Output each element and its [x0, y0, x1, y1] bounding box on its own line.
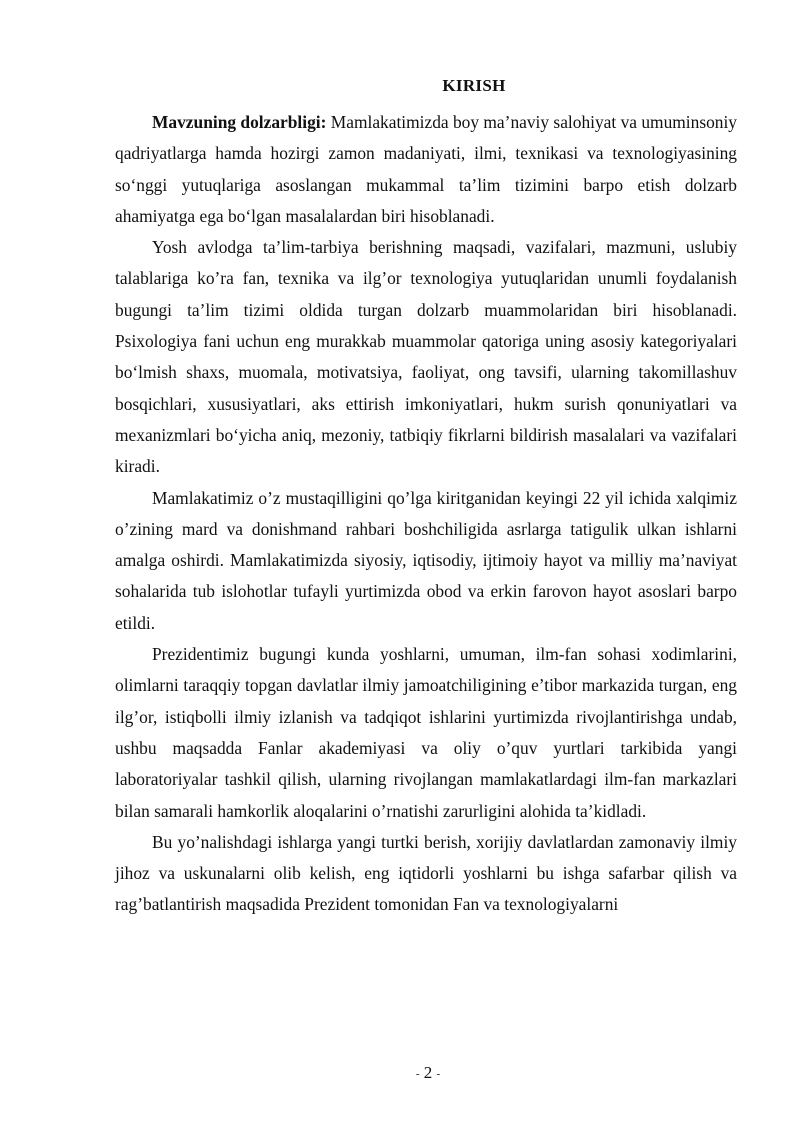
paragraph-relevance — [115, 107, 737, 232]
paragraph-lead: Mavzuning dolzarbligi: — [152, 112, 327, 132]
page-number-dash: - — [436, 1068, 441, 1081]
page-number — [0, 1061, 800, 1086]
paragraph: Bu yo’nalishdagi ishlarga yangi turtki berish, xorijiy davlatlardan zamonaviy ilmiy jihoz va uskunalarni olib kelish, eng iqtidorli yoshlarni bu ishga safarbar qilish va rag’batlantirish maqsadida Prezident tomonidan Fan va texnologiyalarni — [115, 831, 737, 915]
paragraph: Prezidentimiz bugungi kunda yoshlarni, umuman, ilm-fan sohasi xodimlarini, olimlarni taraqqiy topgan davlatlar ilmiy jamoatchiligining e’tibor markazida turgan, eng ilg’or, istiqbolli ilmiy izlanish va tadqiqot ishlarini yurtimizda rivojlantirishga undab, ushbu maqsadda Fanlar akademiyasi va oliy o’quv yurtlari tarkibida yangi laboratoriyalar tashkil qilish, ularning rivojlangan mamlakatlardagi ilm-fan markazlari bilan samarali hamkorlik aloqalarini o’rnatishi zarurligini alohida ta’kidladi. — [115, 644, 737, 821]
paragraph: Mamlakatimiz o’z mustaqilligini qo’lga kiritganidan keyingi 22 yil ichida xalqimiz o’zining mard va donishmand rahbari boshchiligida asrlarga tatigulik ulkan ishlarni amalga oshirdi. Mamlakatimizda siyosiy, iqtisodiy, ijtimoiy hayot va milliy ma’naviyat sohalarida tub islohotlar tufayli yurtimizda obod va erkin farovon hayot asoslari barpo etildi. — [115, 487, 737, 633]
paragraph-text: Mamlakatimizda boy ma’naviy salohiyat va umuminsoniy qadriyatlarga hamda hozirgi zamon madaniyati, ilmi, texnikasi va texnologiyasining so‘nggi yutuqlariga asoslangan mukammal ta’lim tizimini barpo etish dolzarb ahamiyatga ega bo‘lgan masalalardan biri hisoblanadi. — [115, 112, 738, 226]
paragraph: Yosh avlodga ta’lim-tarbiya berishning maqsadi, vazifalari, mazmuni, uslubiy talablariga ko’ra fan, texnika va ilg’or texnologiya yutuqlaridan unumli foydalanish bugungi ta’lim tizimi oldida turgan dolzarb muammolaridan biri hisoblanadi. Psixologiya fani uchun eng murakkab muammolar qatoriga uning asosiy kategoriyalari bo‘lmish shaxs, muomala, motivatsiya, faoliyat, ong tavsifi, ularning takomillashuv bosqichlari, xususiyatlari, aks ettirish imkoniyatlari, hukm surish qonuniyatlari va mexanizmlari bo‘yicha aniq, mezoniy, tatbiqiy fikrlarni bildirish masalalari va vazifalari kiradi. — [115, 237, 737, 477]
body-text — [115, 107, 737, 921]
page-number-value: 2 — [423, 1063, 433, 1082]
page-number-dash: - — [415, 1068, 420, 1081]
section-title: KIRISH — [442, 76, 506, 95]
